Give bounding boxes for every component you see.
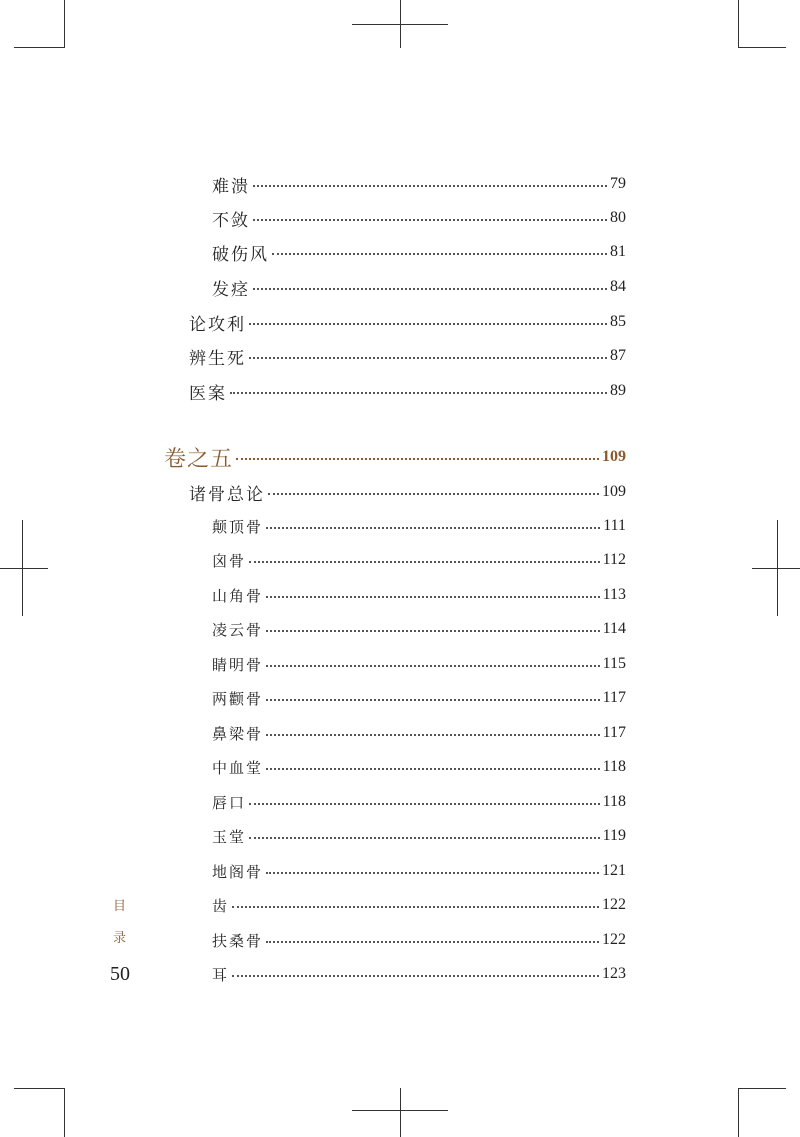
toc-entry-title: 中血堂 [212, 758, 264, 777]
toc-entry[interactable] [0, 239, 800, 265]
toc-entry-title: 扶桑骨 [212, 931, 264, 950]
dot-leader [249, 803, 600, 805]
toc-entry-page: 111 [603, 517, 626, 534]
chapter-page: 109 [602, 448, 626, 465]
dot-leader [266, 734, 600, 736]
toc-entry[interactable] [0, 651, 800, 677]
toc-entry-title: 诸骨总论 [189, 484, 265, 505]
toc-entry-page: 87 [610, 347, 626, 364]
dot-leader [266, 527, 600, 529]
crop-mark [352, 24, 448, 25]
toc-entry-title: 破伤风 [212, 244, 269, 265]
page-number: 50 [110, 963, 130, 985]
toc-entry-page: 117 [602, 724, 626, 741]
toc-entry-page: 122 [602, 896, 626, 913]
toc-entry-page: 81 [610, 243, 626, 260]
dot-leader [266, 768, 600, 770]
toc-entry-title: 地阁骨 [212, 862, 264, 881]
toc-entry[interactable] [0, 513, 800, 539]
toc-entry-page: 123 [602, 965, 626, 982]
toc-entry[interactable] [0, 343, 800, 369]
dot-leader [266, 665, 600, 667]
toc-chapter-heading[interactable] [0, 442, 800, 472]
toc-entry-title: 辨生死 [189, 348, 246, 369]
toc-entry[interactable] [0, 616, 800, 642]
crop-mark [738, 0, 739, 48]
toc-entry[interactable] [0, 754, 800, 780]
toc-entry[interactable] [0, 309, 800, 335]
crop-mark [64, 0, 65, 48]
crop-mark [14, 1088, 65, 1089]
toc-entry-title: 论攻利 [189, 314, 246, 335]
crop-mark [738, 47, 786, 48]
toc-entry-title: 医案 [189, 383, 227, 404]
toc-entry-title: 山角骨 [212, 586, 264, 605]
dot-leader [232, 906, 599, 908]
toc-entry-page: 79 [610, 175, 626, 192]
toc-entry-title: 耳 [212, 965, 230, 984]
toc-entry[interactable] [0, 547, 800, 573]
toc-entry-title: 凌云骨 [212, 620, 264, 639]
toc-entry[interactable] [0, 274, 800, 300]
toc-entry-title: 两颧骨 [212, 689, 264, 708]
dot-leader [253, 219, 607, 221]
crop-mark [400, 1088, 401, 1137]
toc-entry[interactable] [0, 582, 800, 608]
toc-entry[interactable] [0, 171, 800, 197]
toc-entry-title: 囟骨 [212, 551, 247, 570]
toc-entry[interactable] [0, 378, 800, 404]
dot-leader [253, 185, 607, 187]
dot-leader [266, 872, 599, 874]
toc-entry-page: 112 [602, 551, 626, 568]
toc-entry-page: 109 [602, 483, 626, 500]
crop-mark [14, 47, 65, 48]
toc-entry-title: 睛明骨 [212, 655, 264, 674]
dot-leader [266, 596, 600, 598]
toc-entry[interactable] [0, 205, 800, 231]
dot-leader [266, 941, 599, 943]
toc-entry-page: 80 [610, 209, 626, 226]
dot-leader [249, 561, 600, 563]
toc-entry-title: 难溃 [212, 176, 250, 197]
toc-entry[interactable] [0, 789, 800, 815]
toc-entry-page: 118 [602, 793, 626, 810]
toc-entry-page: 114 [602, 620, 626, 637]
toc-entry-page: 85 [610, 313, 626, 330]
toc-entry-page: 119 [602, 827, 626, 844]
toc-entry-page: 115 [602, 655, 626, 672]
toc-entry-page: 84 [610, 278, 626, 295]
toc-entry-page: 121 [602, 862, 626, 879]
toc-entry-title: 发痉 [212, 279, 250, 300]
toc-entry[interactable] [0, 479, 800, 505]
side-label-mu: 目 [113, 899, 127, 914]
toc-entry-page: 113 [602, 586, 626, 603]
toc-entry-page: 118 [602, 758, 626, 775]
dot-leader [232, 975, 599, 977]
toc-entry-page: 89 [610, 382, 626, 399]
crop-mark [64, 1088, 65, 1137]
dot-leader [230, 392, 607, 394]
crop-mark [738, 1088, 786, 1089]
toc-entry-title: 唇口 [212, 793, 247, 812]
toc-entry[interactable] [0, 858, 800, 884]
dot-leader [249, 323, 607, 325]
toc-entry-title: 不敛 [212, 210, 250, 231]
dot-leader [253, 288, 607, 290]
dot-leader [266, 699, 600, 701]
side-label-lu: 录 [113, 931, 127, 946]
toc-entry-page: 122 [602, 931, 626, 948]
chapter-title: 卷之五 [164, 446, 234, 472]
dot-leader [272, 253, 607, 255]
toc-entry-title: 齿 [212, 896, 230, 915]
dot-leader [249, 357, 607, 359]
toc-entry-title: 鼻梁骨 [212, 724, 264, 743]
toc-entry[interactable] [0, 823, 800, 849]
crop-mark [738, 1088, 739, 1137]
toc-entry[interactable] [0, 720, 800, 746]
dot-leader [268, 493, 599, 495]
toc-entry-title: 玉堂 [212, 827, 247, 846]
toc-entry-page: 117 [602, 689, 626, 706]
toc-entry[interactable] [0, 685, 800, 711]
dot-leader [236, 458, 599, 460]
dot-leader [249, 837, 600, 839]
toc-entry-title: 颠顶骨 [212, 517, 264, 536]
dot-leader [266, 630, 600, 632]
